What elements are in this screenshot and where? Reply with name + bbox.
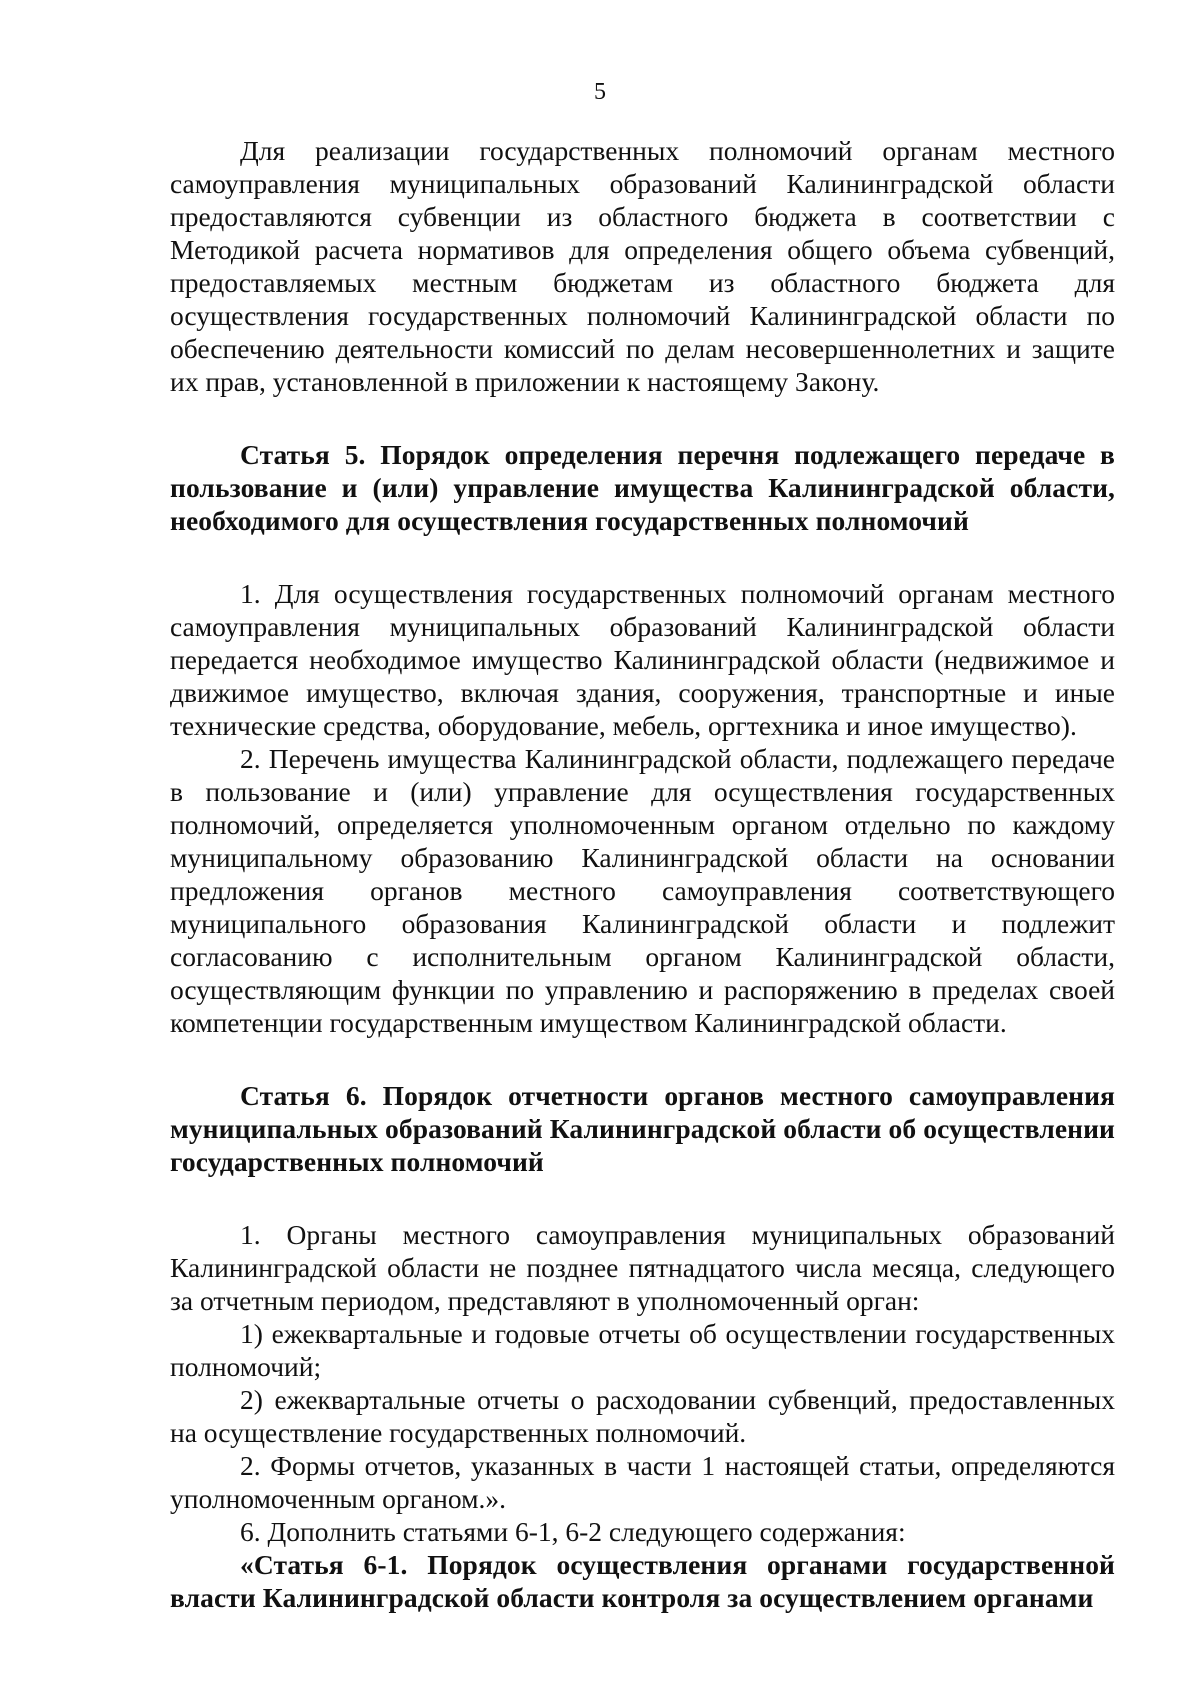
article-5-heading: Статья 5. Порядок определения перечня подлежащего передаче в пользование и (или) управление имущества Калининградской области, необходимого для осуществления государственных полномочий — [170, 439, 1115, 536]
article-6-1-heading: «Статья 6-1. Порядок осуществления органами государственной власти Калининградской области контроля за осуществлением органами — [170, 1549, 1115, 1613]
article-5-part-1: 1. Для осуществления государственных полномочий органам местного самоуправления муниципальных образований Калининградской области передается необходимое имущество Калининградской области (недвижимое и движимое имущество, включая здания, сооружения, транспортные и иные технические средства, оборудование, мебель, оргтехника и иное имущество). — [170, 578, 1115, 741]
paragraph-subventions: Для реализации государственных полномочий органам местного самоуправления муниципальных образований Калининградской области предоставляются субвенции из областного бюджета в соответствии с Методикой расчета нормативов для определения общего объема субвенций, предоставляемых местным бюджетам из областного бюджета для осуществления государственных полномочий Калининградской области по обеспечению деятельности комиссий по делам несовершеннолетних и защите их прав, установленной в приложении к настоящему Закону. — [170, 135, 1115, 397]
article-6-part-1-item-2: 2) ежеквартальные отчеты о расходовании субвенций, предоставленных на осуществление государственных полномочий. — [170, 1384, 1115, 1448]
article-5-part-2: 2. Перечень имущества Калининградской области, подлежащего передаче в пользование и (или) управление для осуществления государственных полномочий, определяется уполномоченным органом отдельно по каждому муниципальному образованию Калининградской области на основании предложения органов местного самоуправления соответствующего муниципального образования Калининградской области и подлежит согласованию с исполнительным органом Калининградской области, осуществляющим функции по управлению и распоряжению в пределах своей компетенции государственным имуществом Калининградской области. — [170, 743, 1115, 1038]
article-6-part-2: 2. Формы отчетов, указанных в части 1 настоящей статьи, определяются уполномоченным органом.». — [170, 1450, 1115, 1514]
document-body — [170, 134, 1115, 1614]
article-6-part-1: 1. Органы местного самоуправления муниципальных образований Калининградской области не позднее пятнадцатого числа месяца, следующего за отчетным периодом, представляют в уполномоченный орган: — [170, 1219, 1115, 1316]
article-6-heading: Статья 6. Порядок отчетности органов местного самоуправления муниципальных образований Калининградской области об осуществлении государственных полномочий — [170, 1080, 1115, 1177]
page-number: 5 — [594, 79, 606, 105]
article-6-part-1-item-1: 1) ежеквартальные и годовые отчеты об осуществлении государственных полномочий; — [170, 1318, 1115, 1382]
amendment-item-6: 6. Дополнить статьями 6-1, 6-2 следующего содержания: — [240, 1516, 906, 1547]
